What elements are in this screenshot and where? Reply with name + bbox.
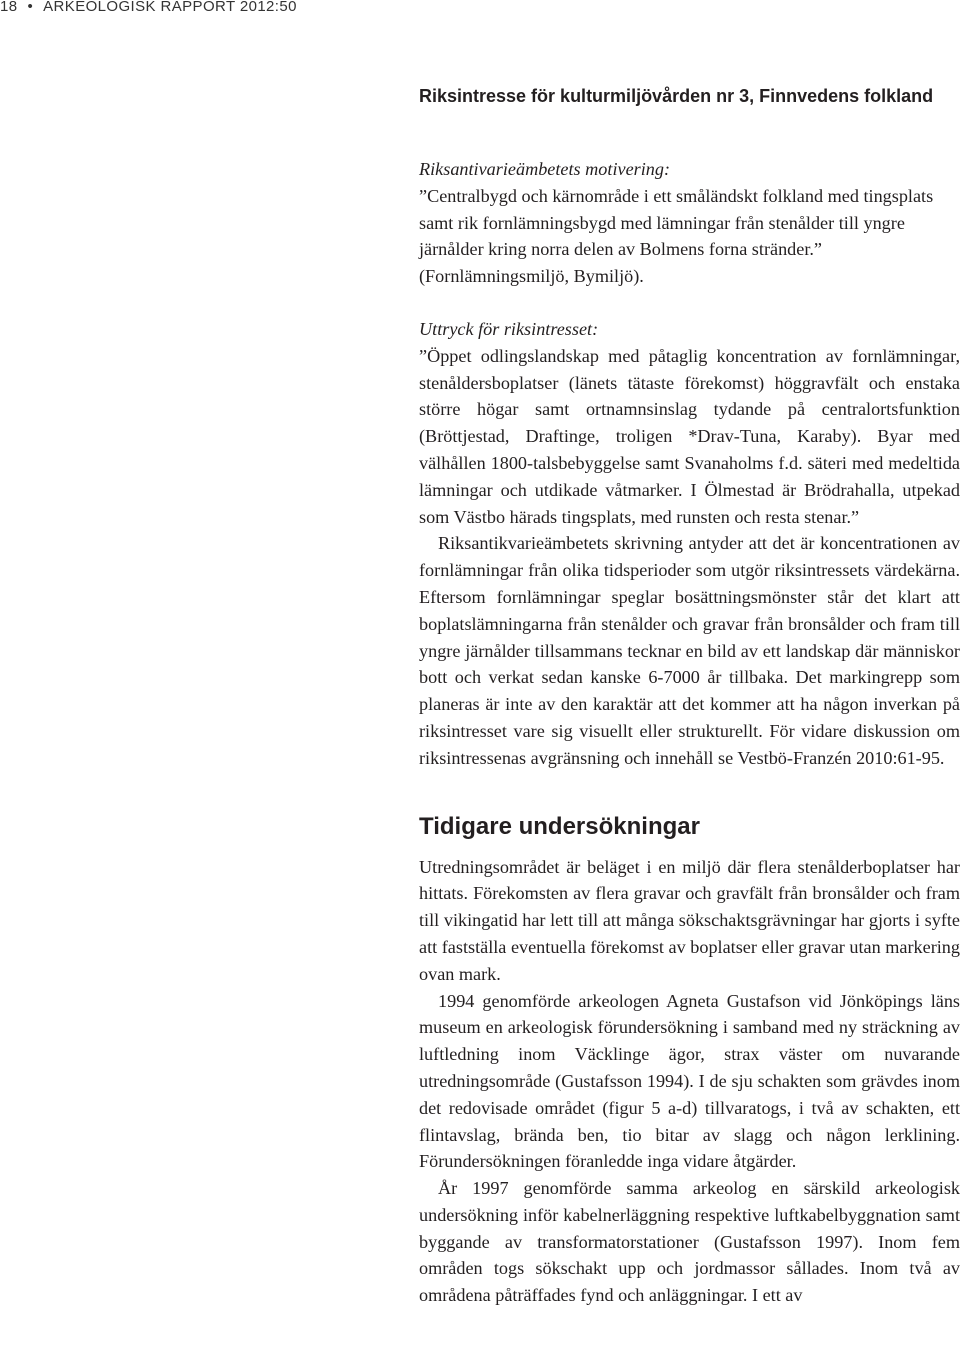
page-number: 18: [0, 0, 18, 15]
running-head: [0, 0, 297, 24]
main-content: [419, 84, 960, 1309]
section-title-riksintresse: Riksintresse för kulturmiljövården nr 3, Finnvedens folkland: [419, 86, 934, 106]
bullet-separator: •: [27, 0, 34, 15]
uttryck-label: Uttryck för riksintresset:: [419, 318, 599, 339]
report-title: ARKEOLOGISK RAPPORT 2012:50: [43, 0, 297, 15]
motivering-text: ”Centralbygd och kärnområde i ett småländskt folkland med tingsplats samt rik fornlämningsbygd med lämningar från stenålder till yngre järnålder kring norra delen av Bolmens forna stränder.” (Fornlämningsmiljö, Bymiljö).: [419, 185, 934, 287]
section2-paragraph-3: År 1997 genomförde samma arkeolog en särskild arkeologisk undersökning inför kabelnerläggning respektive luftkabelbyggnation samt byggande av transformatorstationer (Gustafsson 1997). Inom fem områden togs sökschakt upp och jordmassor sållades. Inom två av områdena påträffades fynd och anläggningar. I ett av: [419, 1178, 960, 1306]
uttryck-text: ”Öppet odlingslandskap med påtaglig koncentration av fornlämningar, stenåldersboplatser (länets tätaste förekomst) höggravfält och enstaka större högar samt ortnamnsinslag tydande på centralortsfunktion (Bröttjestad, Draftinge, troligen *Drav-Tuna, Karaby). Byar med välhållen 1800-talsbebyggelse samt Svanaholms f.d. säteri med medeltida lämningar och utdikade våtmarker. I Ölmestad är Brödrahalla, utpekad som Västbo härads tingsplats, med runsten och resta stenar.”: [419, 345, 960, 527]
section1-paragraph: Riksantikvarieämbetets skrivning antyder att det är koncentrationen av fornlämningar från olika tidsperioder som utgör riksintressets värdekärna. Eftersom fornlämningar speglar bosättningsmönster står det klart att boplatslämningarna från stenålder och gravar från bronsålder och fram till yngre järnålder tillsammans tecknar en bild av ett landskap där människor bott och verkat sedan kanske 6-7000 år tillbaka. Det markingrepp som planeras är inte av den karaktär att det kommer att ha någon inverkan på riksintresset vare sig visuellt eller strukturellt. För vidare diskussion om riksintressenas avgränsning och innehåll se Vestbö-Franzén 2010:61-95.: [419, 533, 960, 768]
motivering-label: Riksantivarieämbetets motivering:: [419, 159, 671, 179]
section-heading-tidigare: Tidigare undersökningar: [419, 812, 700, 840]
section2-paragraph-1: Utredningsområdet är beläget i en miljö där flera stenålderboplatser har hittats. Förekomsten av flera gravar och gravfält från bronsålder och fram till vikingatid har lett till att många sökschaktsgrävningar har gjorts i syfte att fastställa eventuella förekomst av boplatser eller gravar utan markering ovan mark.: [419, 856, 960, 984]
section2-paragraph-2: 1994 genomförde arkeologen Agneta Gustafson vid Jönköpings läns museum en arkeologisk förundersökning i samband med ny sträckning av luftledning inom Väcklinge ägor, strax väster om nuvarande utredningsområde (Gustafsson 1994). I de sju schakten som grävdes inom det redovisade området (figur 5 a-d) tillvaratogs, i två av schakten, ett flintavslag, brända ben, tio bitar av slagg och någon lerklining. Förundersökningen föranledde inga vidare åtgärder.: [419, 990, 960, 1172]
